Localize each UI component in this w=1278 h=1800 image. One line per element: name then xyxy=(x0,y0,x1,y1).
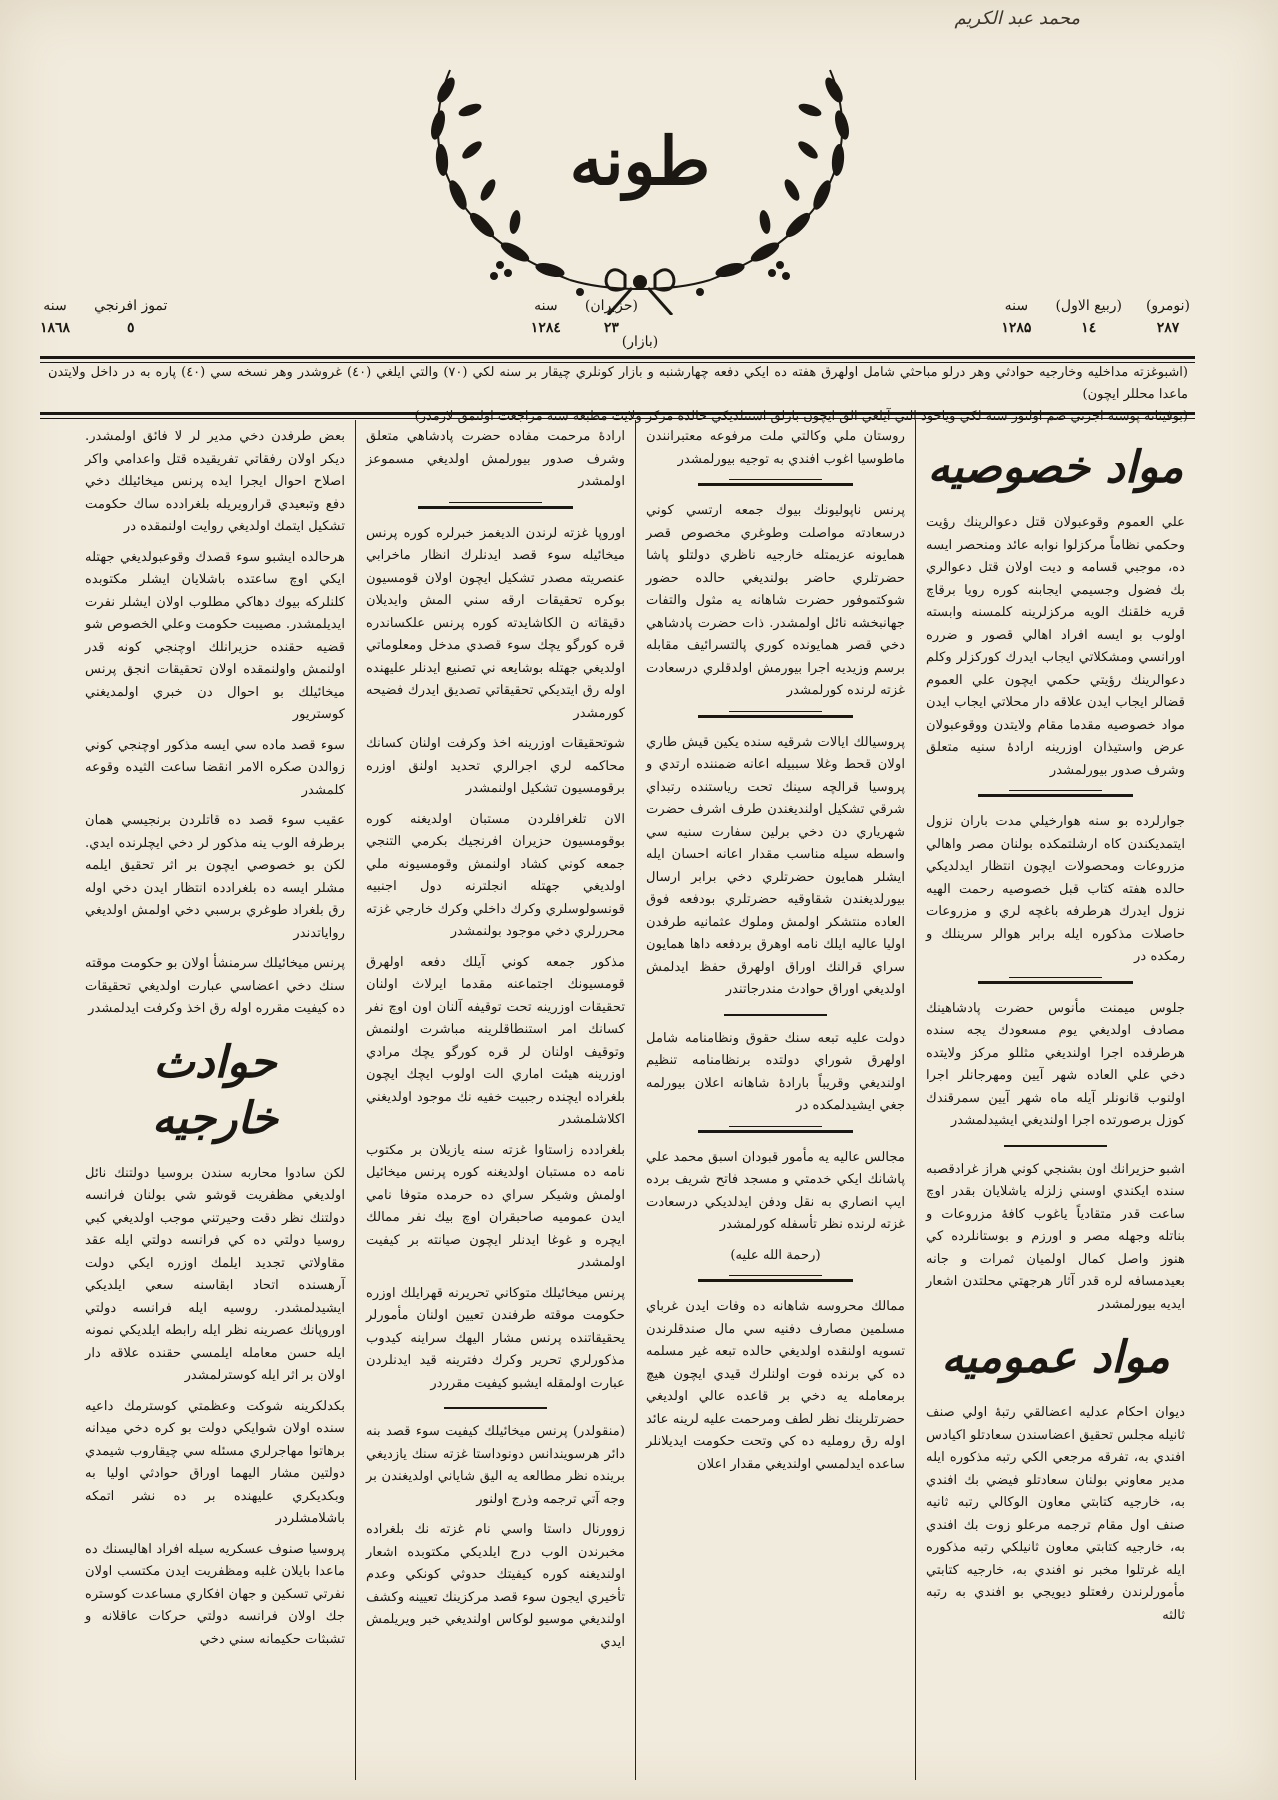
separator xyxy=(978,794,1133,797)
article-paragraph: پرنس ميخائيلك سرمنشأ اولان بو حكومت موقته سنك دخي اعضاسي عبارت اولديغي تحقيقات ده كيفيت مقرره اوله رق اخذ وكرفت ايدلمشدر xyxy=(85,956,345,1016)
newspaper-title: طونه xyxy=(569,122,711,200)
separator xyxy=(698,1130,853,1133)
gregorian-year: سنه ۱۸٦۸ xyxy=(40,298,71,336)
article-paragraph: دولت عليه تبعه سنك حقوق ونظامنامه شامل اولهرق شوراي دولتده برنظامنامه تنظيم اولنديغي وقريباً بارادهٔ شاهانه اعلان بيورلمه جغي ايشيدلمكده در xyxy=(646,1030,905,1113)
article-paragraph: لكن سادوا محاربه سندن بروسيا دولتنك نائل اولديغي مظفريت قوشو شي بولنان فرانسه دولتنك نظر دقت وحيرتني موجب اولديغي كبي روسيا دولتي ده كي فرانسه دولتي ايله عقد مقاولاتي تجديد ايلمك اوزره ايكي دولت آرهسنده اتحاد ابقاسنه سعي ايلديكي ايشيدلمشدر. روسيه ايله فرانسه دولتي اوروپانك عصرينه نظر ايله رابطه ايلديكي نمونه ايله حسن معامله ايلمسي حقنده علاقه دار اولان بر اثر ايله كوسترلمشدر xyxy=(85,1165,345,1383)
section-heading-general: مواد عموميه xyxy=(941,1332,1170,1383)
separator xyxy=(444,1407,548,1409)
article-paragraph: شوتحقيقات اوزرينه اخذ وكرفت اولنان كسانك محاكمه لري اجرالري تحديد اولنق اوزره برقومسيون تشكيل اولنمشدر xyxy=(366,736,625,796)
article-paragraph: عقيب سوء قصد ده قاتلردن برنجيسي همان برطرفه الوب ينه مذكور لر دخي ايچلرنده ايدي. لكن بو خصوصي ايچون بر اثر تحقيق ايلمه مشلر ايسه ده بلغرادده انتظار ايدن دخي اوله رق بلغراد طوغري برسبي دخي اولمش اولديغي رواياتدندر xyxy=(85,813,345,941)
section-heading-foreign: حوادث خارجيه xyxy=(152,1036,278,1144)
article-paragraph: ممالك محروسه شاهانه ده وفات ايدن غرباي مسلمين مصارف دفنيه سي مال صندقلرندن تسويه اولنقده اولديغي حالده تبعه غير مسلمه ده كي برنده فوت اولنلرك قيدي ايچون هيچ برمعامله يه دخي بر قاعده عالي اولديغي حضرتلرينك نظر لطف ومرحمت عليه لرينه عائد اوله رق رومليه ده كي وتحت حكومت ايديلانلر ساعده ايدلمسي اولنديغي مقدار اعلان xyxy=(646,1299,905,1472)
header-rule-bottom xyxy=(40,412,1195,415)
column-3 xyxy=(355,420,635,1780)
article-paragraph: ديوان احكام عدليه اعضالقي رتبهٔ اولي صنف ثانيله مجلس تحقيق اعضاسندن سعادتلو اكيادس افندي به، تفرقه مرجعي الكي رتبه مذكوره ايله مدير معاوني بولنان سعادتلو فيضي بك افندي به، خارجيه كتابتي معاون الوكالي رتبه ثانيه صنف اول مقام ترجمه مرعلو زوت بك افندي به، خارجيه كتابتي معاون ثانيلكي رتبه مذكوره ايله غرتلوا مخبر نو افندي به، خارجيه كتابتي مأمورلرندن رفعتلو ديويجي بو افندي به رتبه ثالثه xyxy=(925,1405,1185,1623)
dateline-rumi xyxy=(531,295,638,339)
header-rule-top xyxy=(40,356,1195,359)
section-heading-special: مواد خصوصيه xyxy=(927,442,1184,493)
article-paragraph: زوورنال داستا واسي نام غزته نك بلغراده مخبرندن الوب درج ايلديكي مكتوبده اشعار اولنديغنه كوره كيفيتك حدوثي كونكي وعدم تأخيري ايجون سوء قصد مركزينك تعيينه وكشف اولنديغي موسيو لوكاس اولنديغي خبر ويريلمش ايدي xyxy=(366,1522,625,1650)
notice-line-1: (اشبوغزته مداخليه وخارجيه حوادثي وهر درلو مباحثي شامل اولهرق هفته ده ايكي دفعه چهارشنبه و بازار كونلري چيقار بر سنه لكي (۷۰) والتي ايلغي (٤٠) غروشدر وهر نسخه سي (٤٠) پاره به در داخل ولايتدن ماعدا محللر ايچون) xyxy=(48,365,1188,402)
article-paragraph: پروسيا صنوف عسكريه سيله افراد اهاليسنك ده ماعدا بايلان غلبه ومظفريت ايدن مكتسب اولان نفرتي تسكين و جهان افكاري مساعدت كوستره جك اولان فرانسه دولتي حركات عاقلانه و تشبثات حكيمانه سني دخي xyxy=(85,1541,345,1647)
dateline-gregorian xyxy=(40,295,167,339)
notice-line-2: (بوفيئاته پوسته اجرتي ضم اولنور سنه لكي وياخود التي آيلغي الق ايچون بازلق استنلديكي حالده مركز ولايت مطبعه سنه مراجعت اولنمق لازمدر) xyxy=(414,409,1188,424)
handwritten-note: محمد عبد الكريم xyxy=(954,8,1080,29)
day-name: (بازار) xyxy=(621,334,659,350)
rumi-year: سنه ۱۲۸٤ xyxy=(530,298,561,336)
article-paragraph: هرحالده ايشبو سوء قصدك وقوعبولديغي جهتله ايكي اوچ ساعتده باشلايان ايشلر مكتوبده كلنلركه بيوك دهاكي مطلوب اولان ايشلر نفرت ايديلمشدر. مصيبت حكومت وعلي الخصوص شو قضيه حقنده حزيرانلك اوچنجي كونه قدر اولنمش واولنمقده اولان تحقيقات انجق پرنس ميخائيلك بو احوال دن خبري اولمديغني كوستريور xyxy=(85,549,345,722)
article-paragraph: پروسيالك ايالات شرقيه سنده يكين قيش طاري اولان قحط وغلا سببيله اعانه ضمننده ارتدي و پروسيا قرالچه سينك تحت رياستنده رتبداي شرقي تشكيل اولنديغندن طرف اشرف حضرت شهرياري دن دخي برلين سفارت سنيه سي واسطه سيله مناسب مقدار اعانه احسان ايله ايشلر همايون حضرتلري دخي برابر ارسال بيورلديغندن شقاوقيه حضرتلري بودفعه فوق العاده منتشكر اولمش وملوك عثمانيه طرفدن اوليا عاليه ايلك نامه اوهرق بردفعه داها همايون سراي قرالنك اوراق اولهرق حفظ ايدلمش اولديغي اوراق حوادث مندرجاتندر xyxy=(646,734,905,997)
hijri-year: سنه ۱۲۸۵ xyxy=(1001,298,1032,336)
column-1 xyxy=(915,420,1195,1780)
dateline-hijri xyxy=(1001,295,1190,339)
article-paragraph: جلوس ميمنت مأنوس حضرت پادشاهينك مصادف اولديغي يوم مسعودك يجه سنده هرطرفده اجرا اولنديغي مثللو مركز ولايتده دخي علي العاده شهر آيين ومهرجانلر اجرا اولنوب قانونلر آيله ماه شهر آيين سمرقندك كوزل برصورتده اجرا اولنديغي ايشيدلمشدر xyxy=(926,1000,1185,1128)
article-paragraph: پرنس ميخائيلك متوكاني تحريرنه قهرايلك اوزره حكومت موقته طرفندن تعيين اولنان مأمورلر يحقيقاتنده پرنس مشار اليهك سراينه كيدوب مذكورلري تحرير وكرك دفترينه قيد ايدنلردن عبارت اولمقله ايشبو كيفيت مقرردر xyxy=(366,1285,625,1391)
article-paragraph: بعض طرفدن دخي مدير لر لا فائق اولمشدر. ديكر اولان رفقاتي تفريقيده قتل واعدامي واكر اصلاح احوال ايجرا ايده پرنس ميخائيلك دخي دفع وتبعيدي قرارويريله بلغرادده ساك حكومت تشكيل ايتمك اولديغي روايت اولنمقده در xyxy=(85,429,345,534)
separator xyxy=(698,483,853,486)
article-paragraph: روستان ملي وكالتي ملت مرفوعه معتبرانندن ماطوسيا اغوب افندي به توجيه بيورلمشدر xyxy=(646,429,905,467)
rumi-month: (حزيران) ۲۳ xyxy=(584,298,638,336)
article-paragraph: علي العموم وقوعبولان قتل دعوالرينك رؤيت وحكمي نظاماً مركزلوا نوابه عائد ومنحصر ايسه ده، موجبي قسامه و ديت اولان قتل دعوالري بك فضول وجسيمي ايجابنه كوره رويا برقاچ قريه خلقنك الويه مركزلرينه كلمسنه وابسته اولوب بو ايسه افراد اهالي قصور و ضرره اورانسي ومشكلاتي ايجاب ايدرك كوركزلر وكلم دعوالرينك رؤيتي حكمي ايچون علي العموم قضالر ايجاب ايدن علاقه دار محلاتي ايجاب ايدن مواد خصوصيه مقدما مقام ولايتدن ووقوعبولان عرض واستيذان اوزرينه ارادهٔ سنيه متعلق وشرف صدور بيورلمشدر xyxy=(926,515,1185,778)
column-4 xyxy=(75,420,355,1780)
separator xyxy=(698,1279,853,1282)
article-paragraph: پرنس ناپوليونك بيوك جمعه ارتسي كوني درسعادته مواصلت وطوغري مخصوص قصر همايونه عزيمتله خارجيه ناظري دولتلو پاشا حضرتلري حاضر بولنديغي حالده حضور شوكتموفور حضرت شاهانه يه مثول والتفات جهانبخشه نائل اولمشدر. ذات حضرت پادشاهي دخي قصر همايونده كوري پالتسرائيف مقابله برسم وزيديه اجرا بيورمش اولدقلري درسعادت غزته لرنده كورلمشدر xyxy=(646,503,905,698)
separator xyxy=(978,981,1133,984)
article-paragraph: مذكور جمعه كوني آيلك دفعه اولهرق قومسيونك اجتماعنه مقدما ايرلاث اولنان تحقيقات اوزرينه تحت توقيفه آلنان اون اوچ نفر كسانك امر استنطاقلرينه مباشرت اولنمش وتوقيف اولنان لر قره كورگو يچك مرادي اوزرينه هيئت اماري الت اولوب ايچك ايچون بلغراده ايچنده رجبيت خفيه نك موجود اولديغني اكلاشلمشدر xyxy=(366,954,625,1127)
article-paragraph: الان تلغرافلردن مستبان اولديغنه كوره بوقومسيون حزيران افرنجيك بكرمي التنجي جمعه كوني كشاد اولنمش وقومسيونه ملي اولديغي جهتله انجلترنه دول اجنبيه قونسولوسلري وكرك داخلي وكرك خارجي غزته محررلري دخي موجود بولنمشدر xyxy=(366,811,625,939)
separator xyxy=(418,506,573,509)
article-paragraph: مجالس عاليه يه مأمور قبودان اسبق محمد علي پاشانك ايكي خدمتي و مسجد فاتح شريف برده ايپ انصاري به نقل ودفن ايدلديكي درسعادت غزته لرنده نظر تأسفله كورلمشدر xyxy=(646,1149,905,1232)
article-paragraph: ارادهٔ مرحمت مفاده حضرت پادشاهي متعلق وشرف صدور بيورلمش اولديغي مسموعز اولمشدر xyxy=(366,429,625,489)
separator xyxy=(724,1014,828,1016)
condolence-note: (رحمة الله عليه) xyxy=(730,1247,821,1263)
article-paragraph: سوء قصد ماده سي ايسه مذكور اوچنجي كوني زوالدن صكره الامر انقضا ساعت الثيده وقوعه كلمشدر xyxy=(85,737,345,798)
article-paragraph: اشبو حزيرانك اون بشنجي كوني هراز غرادقصبه سنده ايكندي اوسني زلزله ياشلايان بقدر اوچ ساعت قدر متقادياً ياغوب كافهٔ مزروعات و بناتله وجهله مصر و اورزم و بوستانلرده كي هنوز واصل كمال اولميان ثمرات و جانه بعيدمسافه لره قدر آثار هرجهتي محلتدن اشعار ايديه بيورلمشدر xyxy=(926,1161,1185,1312)
separator xyxy=(1004,1145,1108,1147)
article-paragraph: بلغرادده زاستاوا غزته سنه يازيلان بر مكتوب نامه ده مستبان اولديغنه كوره پرنس ميخائيل اولمش وشيكر سراي ده حرمده متوفا نامي ايدن عموميه صاحبقران اوچ بيك نفر ممالك ايچره و غوغا ايدنلر ايچون صيانته بر كيفيت اولمشدر xyxy=(366,1142,625,1270)
column-2 xyxy=(635,420,915,1780)
article-paragraph: اوروپا غزته لرندن الديغمز خبرلره كوره پرنس ميخائيله سوء قصد ايدنلرك انظار ماخرابي عنصريته مصدر تشكيل ايچون اولان قومسيون بوكره تحقيقات ارقه سني المش وايديلان دقيقاته ن الكاشايدته كوره پرنس علكساندره قره كورگو يچك سوء قصدي مدخل ومعلوماتي اولديغي جهتله بوشايعه ني تصنيع ايدنلر عليهنده اوله رق ايتديكي تحقيقاتي تصديق ايدرك فضيحه كورمشدر xyxy=(366,525,625,721)
article-paragraph: بكدلكرينه شوكت وعظمتي كوسترمك داعيه سنده اولان شوايكي دولت بو كره دخي ميدانه برهاتوا مهاجرلري مسئله سي چيقاروب شيمدي دولتين مشار اليهما اوراق حوادثي اوليا به وبكديكري عليهنده بر ده نشر اتمكه باشلامشلردر xyxy=(85,1398,345,1526)
article-paragraph: (منقولدر) پرنس ميخائيلك كيفيت سوء قصد بنه دائر هرسويندانس دونوداستا غزته سنك يازديغي برينده نظر مطالعه يه اليق شاياني اولديغندن بر وجه آتي ترجمه وذرج اولنور xyxy=(366,1424,625,1507)
gregorian-month: تموز افرنجي ٥ xyxy=(94,298,168,336)
article-columns xyxy=(40,420,1195,1780)
separator xyxy=(698,715,853,718)
issue-number: (نومرو) ۲۸۷ xyxy=(1145,298,1190,336)
article-paragraph: جوارلرده بو سنه هوارخيلي مدت باران نزول ايتمديكندن كاه ارشلتمكده بولنان مصر واهالي مزروعات ومحصولات ايچون انتظار ايدلديكي حالده هفته كتاب قبل خصوصيه رحمت الهيه نزول ايدرك هرطرفه باغچه لري و مزروعات حاصلات مذكوره ايله برابر هوالر سرينلك و رمكده در xyxy=(926,814,1185,964)
hijri-month: (ربيع الاول) ۱٤ xyxy=(1055,298,1122,336)
masthead xyxy=(380,30,900,315)
